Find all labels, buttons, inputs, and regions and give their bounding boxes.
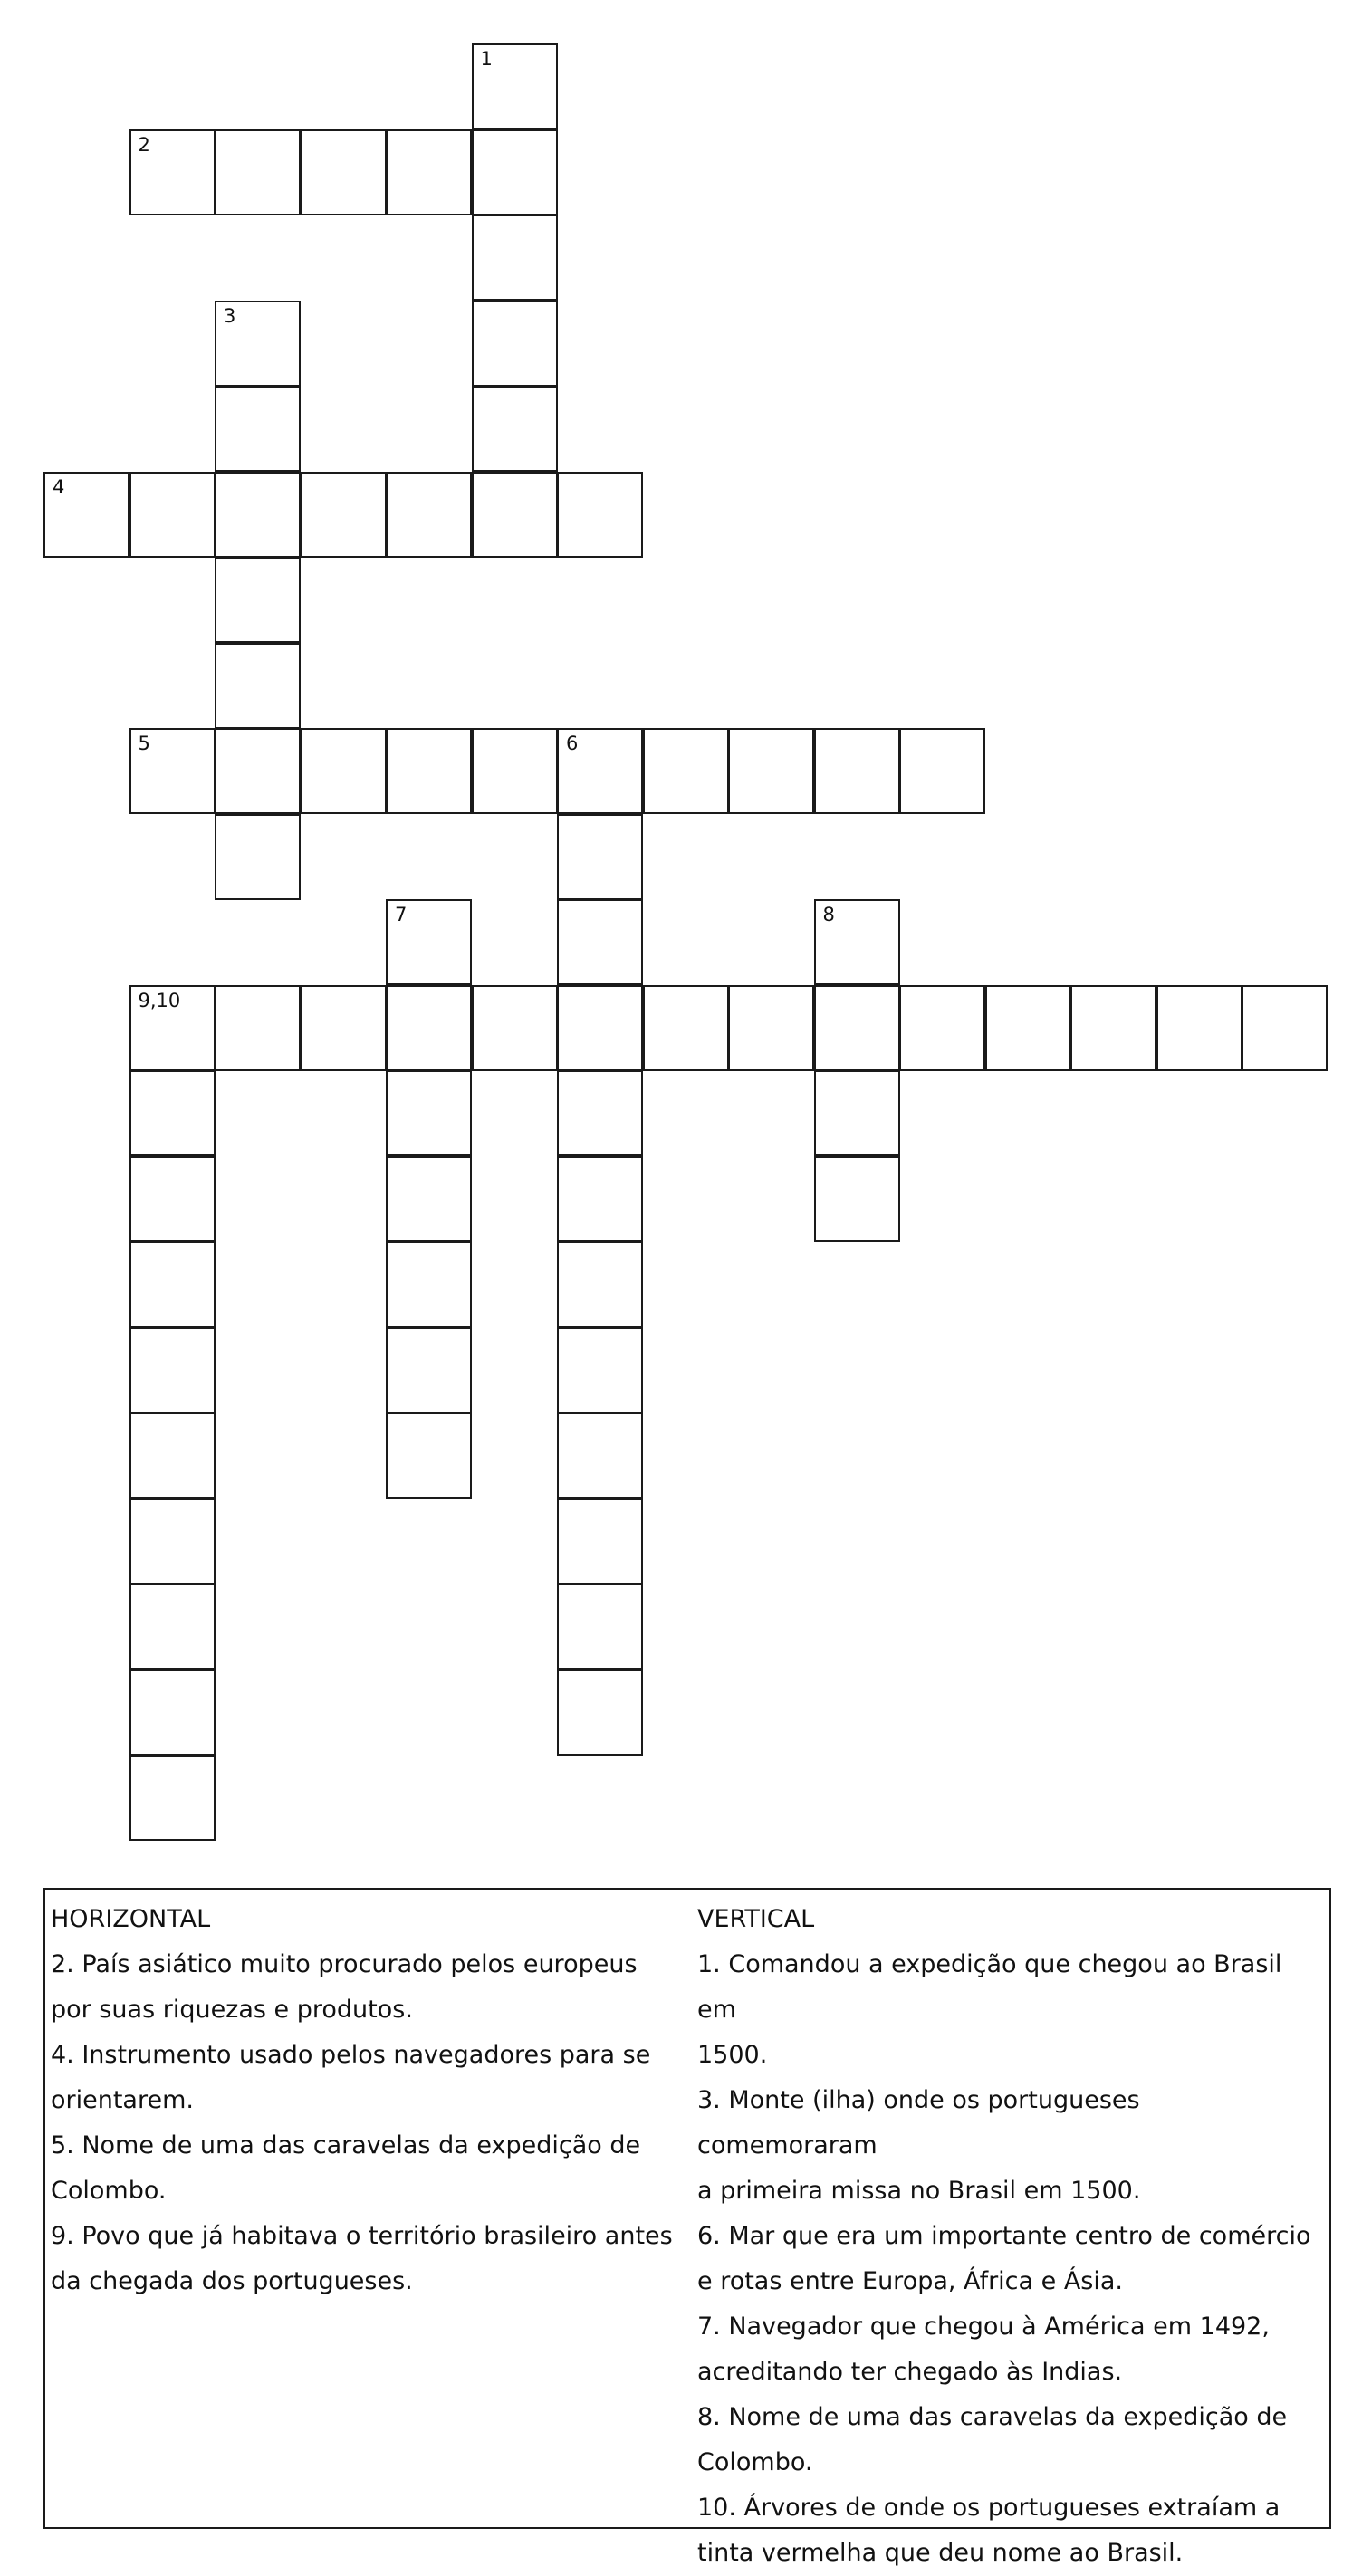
clue-line: da chegada dos portugueses. <box>51 2267 413 2295</box>
clue-number: 7 <box>395 904 408 925</box>
clue-number: 6 <box>566 733 579 754</box>
grid-cell[interactable] <box>215 386 301 472</box>
grid-cell[interactable] <box>899 728 985 814</box>
clue-line: 1500. <box>697 2041 768 2069</box>
grid-cell[interactable] <box>129 472 216 558</box>
grid-cell[interactable] <box>557 728 643 814</box>
clue-line: a primeira missa no Brasil em 1500. <box>697 2177 1141 2205</box>
grid-cell[interactable] <box>557 1499 643 1585</box>
vertical-clues <box>697 1897 1327 2576</box>
grid-cell[interactable] <box>129 1156 216 1242</box>
grid-cell[interactable] <box>301 129 387 215</box>
clue-line: Colombo. <box>51 2177 167 2205</box>
clue-line: por suas riquezas e produtos. <box>51 1996 413 2024</box>
clue-line: 6. Mar que era um importante centro de comércio <box>697 2222 1311 2250</box>
grid-cell[interactable] <box>472 129 558 215</box>
grid-cell[interactable] <box>472 985 558 1071</box>
grid-cell[interactable] <box>129 1412 216 1499</box>
grid-cell[interactable] <box>557 899 643 985</box>
clue-line: 3. Monte (ilha) onde os portugueses comemoraram <box>697 2086 1140 2159</box>
clue-number: 2 <box>138 133 150 156</box>
grid-cell[interactable] <box>386 1412 472 1499</box>
grid-cell[interactable] <box>215 301 301 387</box>
clue-line: 1. Comandou a expedição que chegou ao Brasil em <box>697 1950 1282 2024</box>
grid-cell[interactable] <box>215 643 301 729</box>
grid-cell[interactable] <box>386 129 472 215</box>
grid-cell[interactable] <box>557 985 643 1071</box>
grid-cell[interactable] <box>129 728 216 814</box>
grid-cell[interactable] <box>301 985 387 1071</box>
grid-cell[interactable] <box>301 472 387 558</box>
grid-cell[interactable] <box>129 1241 216 1327</box>
grid-cell[interactable] <box>472 472 558 558</box>
grid-cell[interactable] <box>472 215 558 301</box>
grid-cell[interactable] <box>557 1327 643 1413</box>
grid-cell[interactable] <box>814 985 900 1071</box>
grid-cell[interactable] <box>557 1241 643 1327</box>
grid-cell[interactable] <box>129 1584 216 1670</box>
grid-cell[interactable] <box>814 1070 900 1156</box>
clue-line: 10. Árvores de onde os portugueses extraíam a <box>697 2494 1280 2522</box>
grid-cell[interactable] <box>472 386 558 472</box>
clue-line: 5. Nome de uma das caravelas da expedição de <box>51 2131 641 2159</box>
grid-cell[interactable] <box>129 1499 216 1585</box>
grid-cell[interactable] <box>386 899 472 985</box>
grid-cell[interactable] <box>814 899 900 985</box>
grid-cell[interactable] <box>557 472 643 558</box>
grid-cell[interactable] <box>557 814 643 900</box>
clue-line: 9. Povo que já habitava o território brasileiro antes <box>51 2222 673 2250</box>
grid-cell[interactable] <box>814 1156 900 1242</box>
grid-cell[interactable] <box>472 728 558 814</box>
clue-number: 8 <box>822 904 835 925</box>
clue-line: 4. Instrumento usado pelos navegadores para se <box>51 2041 651 2069</box>
grid-cell[interactable] <box>215 472 301 558</box>
clue-number: 9,10 <box>138 989 181 1011</box>
grid-cell[interactable] <box>129 985 216 1071</box>
clue-number: 3 <box>224 304 236 327</box>
clue-number: 5 <box>138 733 150 754</box>
grid-cell[interactable] <box>386 1241 472 1327</box>
clue-line: orientarem. <box>51 2086 194 2114</box>
clue-line: Colombo. <box>697 2448 813 2476</box>
grid-cell[interactable] <box>386 472 472 558</box>
grid-cell[interactable] <box>728 728 814 814</box>
clue-line: acreditando ter chegado às Indias. <box>697 2358 1123 2386</box>
clue-line: 7. Navegador que chegou à América em 1492, <box>697 2313 1270 2341</box>
grid-cell[interactable] <box>129 1070 216 1156</box>
grid-cell[interactable] <box>129 129 216 215</box>
grid-cell[interactable] <box>1156 985 1242 1071</box>
grid-cell[interactable] <box>301 728 387 814</box>
vertical-heading: VERTICAL <box>697 1905 815 1933</box>
grid-cell[interactable] <box>129 1670 216 1756</box>
grid-cell[interactable] <box>1070 985 1156 1071</box>
grid-cell[interactable] <box>215 985 301 1071</box>
grid-cell[interactable] <box>814 728 900 814</box>
clue-line: tinta vermelha que deu nome ao Brasil. <box>697 2539 1184 2567</box>
grid-cell[interactable] <box>643 985 729 1071</box>
horizontal-clues <box>51 1897 685 2304</box>
grid-cell[interactable] <box>215 814 301 900</box>
grid-cell[interactable] <box>386 1070 472 1156</box>
horizontal-heading: HORIZONTAL <box>51 1905 211 1933</box>
grid-cell[interactable] <box>899 985 985 1071</box>
grid-cell[interactable] <box>129 1327 216 1413</box>
grid-cell[interactable] <box>557 1412 643 1499</box>
grid-cell[interactable] <box>557 1584 643 1670</box>
clue-line: 2. País asiático muito procurado pelos europeus <box>51 1950 638 1978</box>
clue-line: e rotas entre Europa, África e Ásia. <box>697 2267 1124 2295</box>
grid-cell[interactable] <box>557 1670 643 1756</box>
grid-cell[interactable] <box>386 985 472 1071</box>
grid-cell[interactable] <box>728 985 814 1071</box>
grid-cell[interactable] <box>985 985 1071 1071</box>
grid-cell[interactable] <box>472 43 558 129</box>
grid-cell[interactable] <box>386 1156 472 1242</box>
grid-cell[interactable] <box>386 728 472 814</box>
grid-cell[interactable] <box>215 728 301 814</box>
grid-cell[interactable] <box>557 1156 643 1242</box>
grid-cell[interactable] <box>557 1070 643 1156</box>
clue-line: 8. Nome de uma das caravelas da expedição de <box>697 2403 1288 2431</box>
grid-cell[interactable] <box>215 557 301 643</box>
grid-cell[interactable] <box>643 728 729 814</box>
grid-cell[interactable] <box>129 1755 216 1841</box>
grid-cell[interactable] <box>1242 985 1328 1071</box>
grid-cell[interactable] <box>472 301 558 387</box>
grid-cell[interactable] <box>386 1327 472 1413</box>
clue-box <box>43 1888 1331 2567</box>
clue-number: 1 <box>480 48 493 70</box>
clue-number: 4 <box>53 475 65 498</box>
grid-cell[interactable] <box>215 129 301 215</box>
grid-cell[interactable] <box>43 472 129 558</box>
